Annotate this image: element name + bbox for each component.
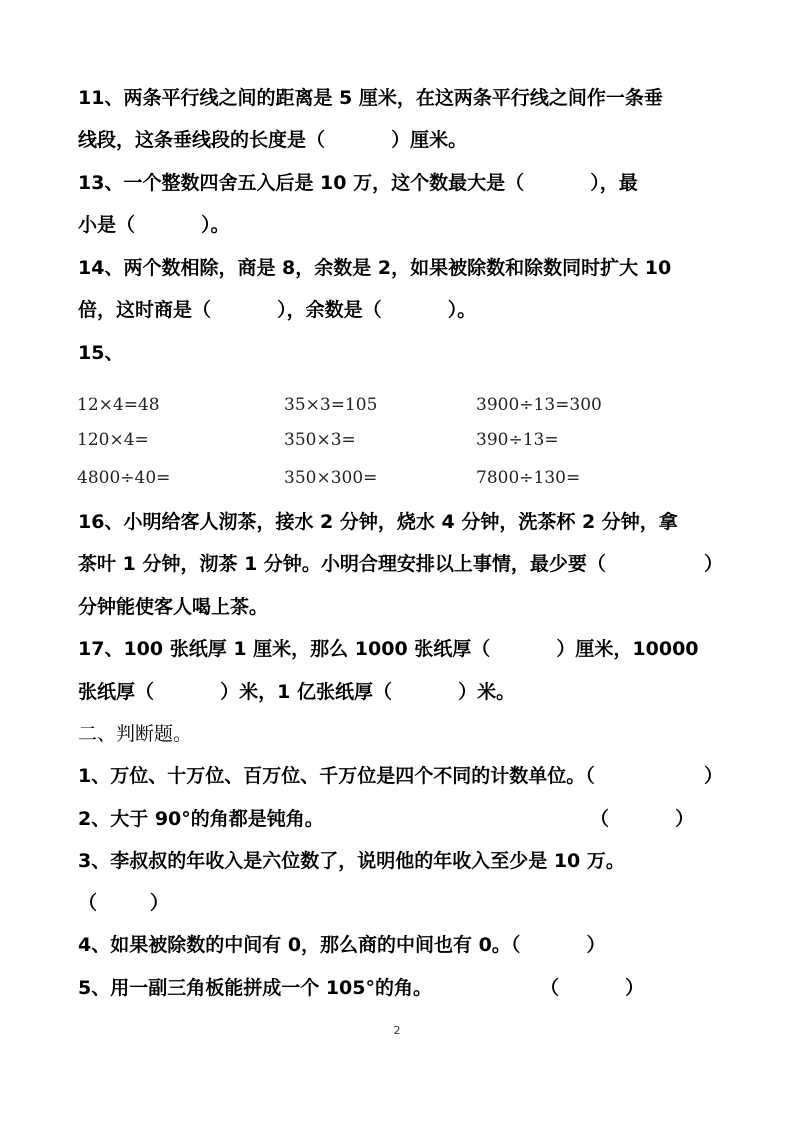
calc-cell: 120×4=: [77, 430, 149, 450]
q14-line2: 倍，这时商是（ ），余数是（ ）。: [78, 299, 477, 321]
judge-item-3-line2: （ ）: [78, 892, 169, 914]
q16-line3: 分钟能使客人喝上茶。: [78, 596, 269, 618]
calc-cell: 7800÷130=: [476, 468, 581, 488]
q17-line2: 张纸厚（ ）米，1 亿张纸厚（ ）米。: [78, 681, 516, 703]
judge-item-2: 2、大于 90°的角都是钝角。: [78, 808, 324, 830]
q13-line2: 小是（ ）。: [78, 214, 230, 236]
judge-item-1-end: ）: [704, 765, 724, 787]
q15-label: 15、: [78, 342, 124, 364]
q17-line1: 17、100 张纸厚 1 厘米，那么 1000 张纸厚（ ）厘米，10000: [78, 638, 699, 660]
judge-item-2-end: （ ）: [590, 808, 695, 830]
q11-line2: 线段，这条垂线段的长度是（ ）厘米。: [78, 129, 468, 151]
q16-line1: 16、小明给客人沏茶，接水 2 分钟，烧水 4 分钟，洗茶杯 2 分钟，拿: [78, 511, 678, 533]
calc-cell: 35×3=105: [284, 395, 378, 415]
judge-item-5-end: （ ）: [540, 977, 645, 999]
judge-item-1: 1、万位、十万位、百万位、千万位是四个不同的计数单位。（: [78, 765, 595, 787]
calc-cell: 350×300=: [284, 468, 378, 488]
q16-line2: 茶叶 1 分钟，沏茶 1 分钟。小明合理安排以上事情，最少要（: [78, 553, 606, 575]
calc-cell: 3900÷13=300: [476, 395, 602, 415]
q16-line2-end: ）: [704, 553, 724, 575]
judge-item-4: 4、如果被除数的中间有 0，那么商的中间也有 0。（ ）: [78, 934, 606, 956]
section2-title: 二、判断题。: [78, 723, 193, 745]
judge-item-3: 3、李叔叔的年收入是六位数了，说明他的年收入至少是 10 万。: [78, 850, 625, 872]
calc-cell: 12×4=48: [77, 395, 160, 415]
calc-cell: 4800÷40=: [77, 468, 171, 488]
q14-line1: 14、两个数相除，商是 8，余数是 2，如果被除数和除数同时扩大 10: [78, 257, 672, 279]
calc-cell: 350×3=: [284, 430, 356, 450]
q11-line1: 11、两条平行线之间的距离是 5 厘米，在这两条平行线之间作一条垂: [78, 87, 663, 109]
calc-cell: 390÷13=: [476, 430, 559, 450]
page-number: 2: [393, 1024, 401, 1037]
q13-line1: 13、一个整数四舍五入后是 10 万，这个数最大是（ ），最: [78, 172, 638, 194]
judge-item-5: 5、用一副三角板能拼成一个 105°的角。: [78, 977, 432, 999]
